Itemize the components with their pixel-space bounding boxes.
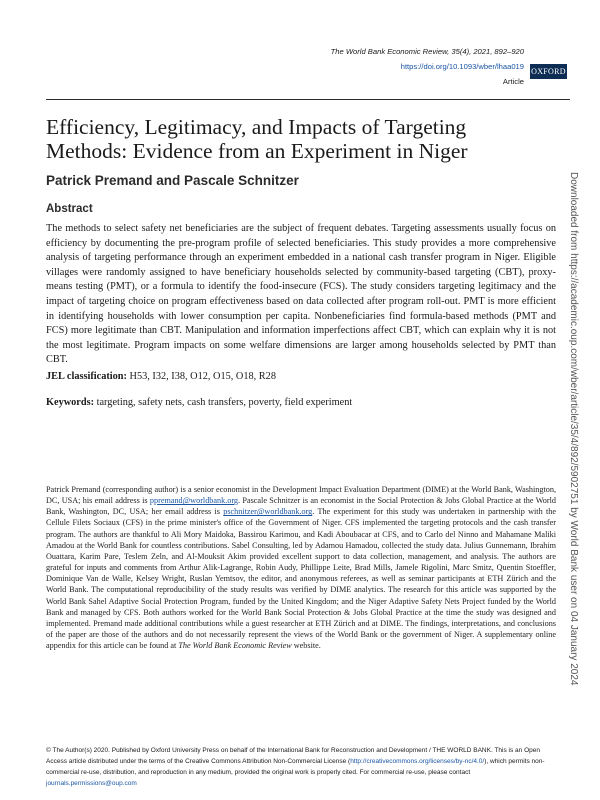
journal-reference: The World Bank Economic Review — [178, 641, 292, 651]
journal-citation: The World Bank Economic Review, 35(4), 2021, 892–920 — [330, 47, 524, 56]
email-link[interactable]: pschnitzer@worldbank.org — [223, 507, 313, 517]
keywords-label: Keywords: — [46, 397, 95, 408]
license-notice — [46, 745, 556, 789]
footnote-text: . The experiment for this study was undertaken in partnership with the Cellule Filets Sociaux (CFS) in the prime minister's office of the Government of Niger. CFS implemented the targeting protocols and the cash transfer program. The authors are thankful to Ali Mory Maidoka, Bassirou Karimou, and Kadi Aboubacar at CFS, and to Carlo del Ninno and Mahamane Maliki Amadou at the World Bank for countless contributions. Sabel Consulting, led by Adamou Hamadou, collected the study data. Julius Gunnemann, Ibrahim Ouattara, Karim Pare, Teslem Zeln, and Al-Mouksit Akim provided excellent support to data collection, management, and analysis. The authors are grateful for inputs and comments from Arthur Alik-Lagrange, Robin Audy, Phillippe Leite, Brad Mills, Jamele Rigolini, Marc Smitz, Quentin Stoeffler, Dominique Van de Walle, Kelsey Wright, Ruslan Yemtsov, the editor, and anonymous referees, as well as seminar participants at ETH Zürich and the World Bank. The computational reproducibility of the study results was verified by DIME analytics. The research for this article was supported by the World Bank Sahel Adaptive Social Protection Program, funded by the United Kingdom; and the Niger Adaptive Safety Nets Project funded by the World Bank and managed by CFS. Both authors worked for the World Bank Social Protection & Jobs Global Practice at the time the study was designed and implemented. Premand made additional contributions while a guest researcher at ETH Zürich and at DIME. The findings, interpretations, and conclusions of the paper are those of the authors and do not necessarily represent the views of the World Bank or the government of Niger. A supplementary online appendix for this article can be found at — [46, 507, 556, 651]
keywords — [46, 397, 556, 408]
jel-classification — [46, 371, 556, 382]
article-type: Article — [502, 77, 524, 86]
license-text: © The Author(s) 2020. Published by Oxford University Press on behalf of the International Bank for Reconstruction and Development / THE WORLD BANK. This is an Open Access article distributed under the terms of the Creative Commons Attribution Non-Commercial License ( — [46, 747, 540, 765]
doi-link[interactable]: https://doi.org/10.1093/wber/lhaa019 — [400, 62, 524, 71]
footnote-text: . Pascale Schnitzer is an economist in the Social Protection & Jobs Global Practice at the World Bank, Washington, DC, USA; her email address is — [46, 496, 556, 517]
author-list: Patrick Premand and Pascale Schnitzer — [46, 173, 299, 188]
header-divider — [46, 99, 570, 100]
abstract-heading: Abstract — [46, 203, 93, 215]
abstract-text: The methods to select safety net beneficiaries are the subject of frequent debates. Targeting assessments usually focus on efficiency by documenting the pre-program profile of selected beneficiaries. This study provides a more comprehensive analysis of targeting performance through an experiment embedded in a national cash transfer program in Niger. Eligible villages were randomly assigned to have beneficiary households selected by community-based targeting (CBT), proxy-means testing (PMT), or a formula to identify the food-insecure (FCS). The study considers targeting legitimacy and the impact of targeting choice on program effectiveness based on data collected after program roll-out. PMT is more efficient in identifying households with lower consumption per capita. Nonbeneficiaries find formula-based methods (PMT and FCS) more legitimate than CBT. Manipulation and information imperfections affect CBT, which can explain why it is not the most legitimate. Program impacts on some welfare dimensions are larger among households selected by PMT than CBT. — [46, 223, 556, 366]
license-text: ), which permits non-commercial re-use, distribution, and reproduction in any medium, provided the original work is properly cited. For commercial re-use, please contact — [46, 758, 545, 776]
email-link[interactable]: ppremand@worldbank.org — [149, 496, 239, 506]
keywords-terms: targeting, safety nets, cash transfers, poverty, field experiment — [96, 397, 353, 408]
download-stamp-text: Downloaded from https://academic.oup.com/wber/article/35/4/892/5902751 by World Bank user on 04 January 2024 — [568, 172, 579, 686]
jel-label: JEL classification: — [46, 371, 127, 382]
footnote-text: Patrick Premand (corresponding author) is a senior economist in the Development Impact Evaluation Department (DIME) at the World Bank, Washington, DC, USA; his email address is — [46, 485, 556, 506]
footnote-text: website. — [291, 641, 321, 651]
license-url-link[interactable]: http://creativecommons.org/licenses/by-nc/4.0/ — [350, 758, 485, 765]
author-footnote — [46, 484, 556, 651]
download-watermark — [568, 172, 595, 686]
paper-title: Efficiency, Legitimacy, and Impacts of Targeting Methods: Evidence from an Experiment in Niger — [46, 115, 468, 163]
permissions-email-link[interactable]: journals.permissions@oup.com — [46, 780, 137, 787]
jel-codes: H53, I32, I38, O12, O15, O18, R28 — [129, 371, 276, 382]
journal-header — [331, 44, 524, 89]
oxford-logo: OXFORD — [530, 64, 567, 79]
